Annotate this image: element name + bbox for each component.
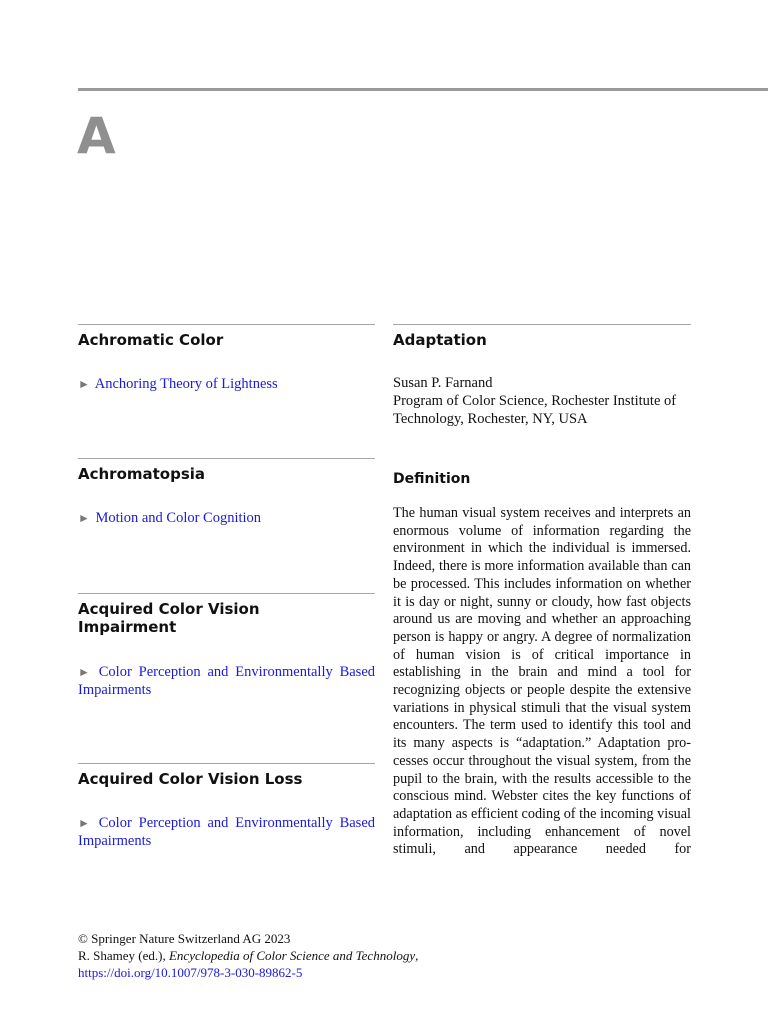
arrow-icon: ► <box>78 377 90 391</box>
xref-link[interactable]: Color Perception and Environmentally Based Impairments <box>78 815 376 849</box>
entry-rule <box>78 458 375 459</box>
entry-title: Achromatopsia <box>78 465 206 483</box>
xref-link[interactable]: Motion and Color Cognition <box>95 510 262 526</box>
cross-reference <box>78 375 375 393</box>
citation-line <box>78 947 578 964</box>
cross-reference <box>78 814 375 850</box>
entry-title: Achromatic Color <box>78 331 224 349</box>
entry-rule <box>78 593 375 594</box>
entry-acquired-color-vision-impairment <box>78 593 375 699</box>
entry-title: Acquired Color Vision Impairment <box>78 600 260 636</box>
xref-link[interactable]: Color Perception and Environmentally Based Impairments <box>78 664 376 698</box>
book-title: Encyclopedia of Color Science and Technology <box>168 948 416 963</box>
footer <box>78 930 578 981</box>
body-paragraph: The human visual system receives and interprets an enormous volume of information regarding the environment in which the individual is immersed. Indeed, there is more information available than can be processed. This includes information on whether it is day or night, sunny or cloudy, how fast objects around us are moving and whether an approaching person is happy or angry. A degree of normalization of human vision is of critical importance in establishing in the brain and mind a tool for recognizing objects or people despite the extensive variations in physical stimuli that the visual system encounters. The term used to identify this tool and its many aspects is “adaptation.” Adaptation processes occur throughout the visual system, from the pupil to the brain, with the results accessible to the conscious mind. Webster cites the key functions of adaptation as efficient coding of the incoming visual information, including enhancement of novel stimuli, and appearance needed for <box>393 505 691 858</box>
entry-adaptation <box>393 324 691 859</box>
xref-link[interactable]: Anchoring Theory of Lightness <box>94 376 278 392</box>
entry-title: Acquired Color Vision Loss <box>78 770 303 788</box>
citation-prefix: R. Shamey (ed.), <box>78 948 169 963</box>
chapter-letter: A <box>77 107 116 165</box>
entry-rule <box>393 324 691 325</box>
citation-suffix: , <box>415 948 419 963</box>
cross-reference <box>78 509 375 527</box>
arrow-icon: ► <box>78 816 90 830</box>
entry-title: Adaptation <box>393 331 487 349</box>
copyright-line: © Springer Nature Switzerland AG 2023 <box>78 931 291 946</box>
section-heading: Definition <box>393 471 471 487</box>
top-rule <box>78 88 768 91</box>
cross-reference <box>78 663 375 699</box>
entry-achromatopsia <box>78 458 375 527</box>
entry-achromatic-color <box>78 324 375 393</box>
arrow-icon: ► <box>78 665 90 679</box>
author-affiliation: Program of Color Science, Rochester Institute of Technology, Rochester, NY, USA <box>393 393 677 427</box>
entry-rule <box>78 763 375 764</box>
author-name: Susan P. Farnand <box>393 375 493 391</box>
entry-acquired-color-vision-loss <box>78 763 375 850</box>
author-block <box>393 374 691 428</box>
entry-rule <box>78 324 375 325</box>
doi-link[interactable]: https://doi.org/10.1007/978-3-030-89862-5 <box>78 965 303 980</box>
arrow-icon: ► <box>78 511 90 525</box>
